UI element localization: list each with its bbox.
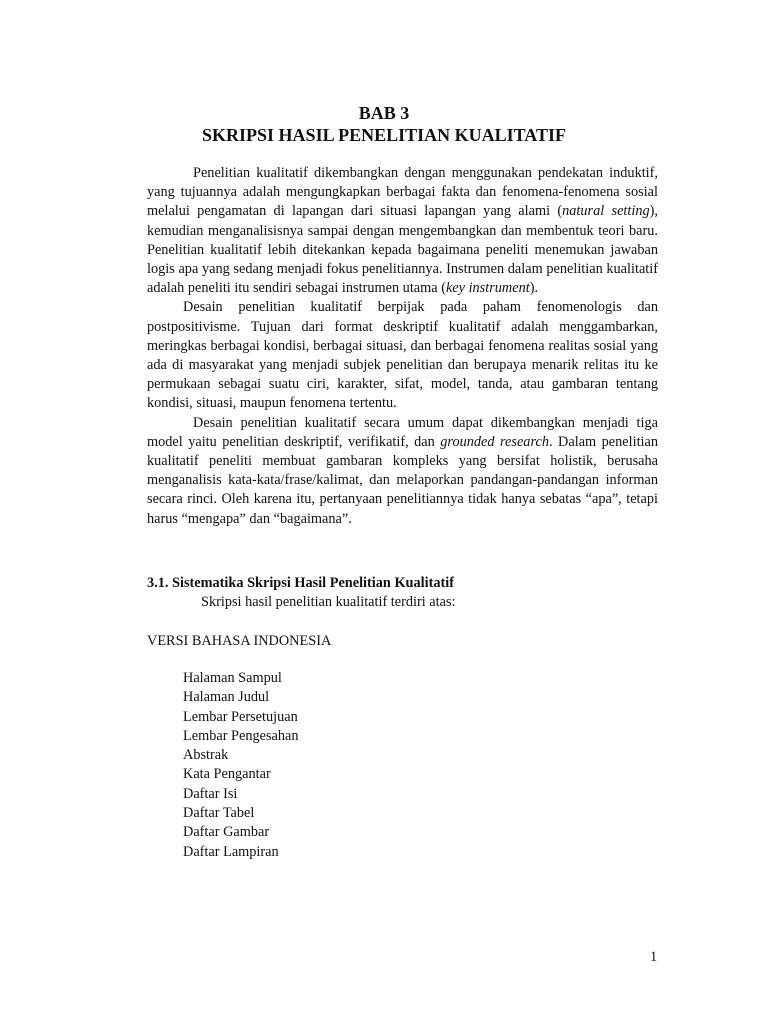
chapter-title: SKRIPSI HASIL PENELITIAN KUALITATIF [202,125,566,145]
paragraph-1-part-a: Penelitian kualitatif dikembangkan dengan menggunakan pendekatan induktif, yang tujuannya adalah mengungkapkan berbagai fakta dan fenomena-fenomena sosial melalui pengamatan di lapangan dari situasi lapangan yang alami ( [147,165,658,220]
list-item: Lembar Pengesahan [183,727,299,744]
paragraph-1 [147,164,658,298]
structure-list [183,669,299,862]
paragraph-3 [147,414,658,529]
list-item: Kata Pengantar [183,766,271,783]
list-item: Lembar Persetujuan [183,708,298,725]
term-natural-setting: natural setting [562,203,650,220]
page-number: 1 [650,949,658,965]
term-grounded-research: grounded research [440,433,549,450]
paragraph-3-part-b: . Dalam penelitian kualitatif peneliti membuat gambaran kompleks yang bersifat holistik, berusaha menganalisis kata-kata/frase/kalimat, dan melaporkan pandangan-pandangan informan secara rinci. Oleh karena itu, pertanyaan penelitiannya tidak hanya sebatas “apa”, tetapi harus “mengapa” dan “bagaimana”. [147,433,659,527]
section-intro: Skripsi hasil penelitian kualitatif terdiri atas: [201,594,456,610]
list-item: Halaman Judul [183,689,270,706]
body-text [147,164,658,529]
paragraph-1-part-b: ), kemudian menganalisisnya sampai dengan mengembangkan dan membentuk teori baru. Penelitian kualitatif lebih ditekankan kepada bagaimana peneliti menemukan jawaban logis apa yang sedang menjadi fokus penelitiannya. Instrumen dalam penelitian kualitatif adalah peneliti itu sendiri sebagai instrumen utama ( [147,203,658,297]
list-item: Abstrak [183,747,229,764]
paragraph-2: Desain penelitian kualitatif berpijak pada paham fenomenologis dan postpositivisme. Tujuan dari format deskriptif kualitatif adalah menggambarkan, meringkas berbagai kondisi, berbagai situasi, dan berbagai fenomena realitas sosial yang ada di masyarakat yang menjadi subjek penelitian dan berupaya menarik relitas itu ke permukaan sebagai suatu ciri, karakter, sifat, model, tanda, atau gambaran tentang kondisi, situasi, maupun fenomena tertentu. [147,299,658,412]
list-item: Halaman Sampul [183,670,282,686]
section-heading: 3.1. Sistematika Skripsi Hasil Penelitian Kualitatif [147,575,455,591]
chapter-number: BAB 3 [358,103,410,123]
paragraph-3-part-a: Desain penelitian kualitatif secara umum dapat dikembangkan menjadi tiga model yaitu penelitian deskriptif, verifikatif, dan [147,414,658,450]
list-item: Daftar Gambar [183,824,270,841]
version-label: VERSI BAHASA INDONESIA [147,633,332,649]
list-item: Daftar Lampiran [183,843,279,860]
list-item: Daftar Isi [183,785,238,802]
list-item: Daftar Tabel [183,805,255,822]
term-key-instrument: key instrument [445,280,530,297]
paragraph-1-part-c: ). [529,280,539,297]
